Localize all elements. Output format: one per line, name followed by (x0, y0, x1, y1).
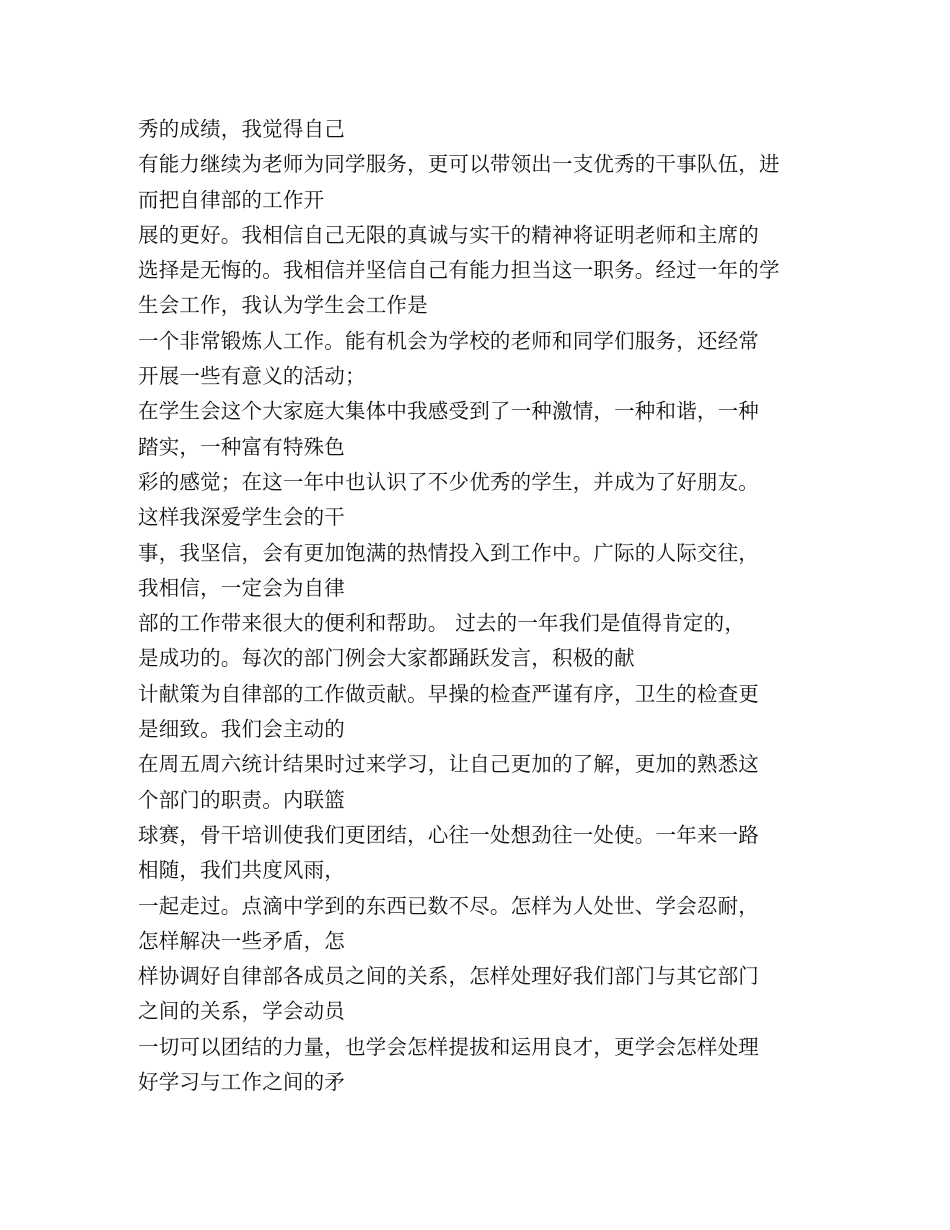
text-line: 踏实，一种富有特殊色 (138, 434, 345, 459)
text-line: 在学生会这个大家庭大集体中我感受到了一种激情，一种和谐，一种 (138, 399, 759, 424)
text-line: 计献策为自律部的工作做贡献。早操的检查严谨有序，卫生的检查更 (138, 681, 759, 706)
text-line: 选择是无悔的。我相信并坚信自己有能力担当这一职务。经过一年的学 (138, 258, 780, 283)
text-line: 好学习与工作之间的矛 (138, 1070, 345, 1095)
text-line: 彩的感觉；在这一年中也认识了不少优秀的学生，并成为了好朋友。 (138, 469, 759, 494)
text-line: 一个非常锻炼人工作。能有机会为学校的老师和同学们服务，还经常 (138, 328, 759, 353)
text-line: 事，我坚信，会有更加饱满的热情投入到工作中。广际的人际交往， (138, 540, 759, 565)
text-line: 展的更好。我相信自己无限的真诚与实干的精神将证明老师和主席的 (138, 222, 759, 247)
text-line: 相随，我们共度风雨， (138, 858, 345, 883)
text-line: 球赛，骨干培训使我们更团结，心往一处想劲往一处使。一年来一路 (138, 822, 759, 847)
text-line: 有能力继续为老师为同学服务，更可以带领出一支优秀的干事队伍，进 (138, 152, 780, 177)
text-line: 之间的关系，学会动员 (138, 999, 345, 1024)
text-line: 一切可以团结的力量，也学会怎样提拔和运用良才，更学会怎样处理 (138, 1034, 759, 1059)
text-line: 而把自律部的工作开 (138, 187, 325, 212)
text-line: 秀的成绩，我觉得自己 (138, 117, 345, 141)
text-line: 是细致。我们会主动的 (138, 717, 345, 742)
text-line: 这样我深爱学生会的干 (138, 505, 345, 530)
text-line: 一起走过。点滴中学到的东西已数不尽。怎样为人处世、学会忍耐， (138, 893, 759, 918)
text-line: 开展一些有意义的活动； (138, 364, 366, 389)
text-line: 在周五周六统计结果时过来学习，让自己更加的了解，更加的熟悉这 (138, 752, 759, 777)
text-line: 怎样解决一些矛盾，怎 (138, 928, 345, 953)
text-line: 生会工作，我认为学生会工作是 (138, 293, 428, 318)
text-line: 部的工作带来很大的便利和帮助。 过去的一年我们是值得肯定的， (138, 611, 746, 636)
text-line: 是成功的。每次的部门例会大家都踊跃发言，积极的献 (138, 646, 635, 671)
body-text (138, 112, 818, 1100)
text-line: 个部门的职责。内联篮 (138, 787, 345, 812)
text-line: 样协调好自律部各成员之间的关系，怎样处理好我们部门与其它部门 (138, 964, 759, 989)
text-line: 我相信，一定会为自律 (138, 575, 345, 600)
